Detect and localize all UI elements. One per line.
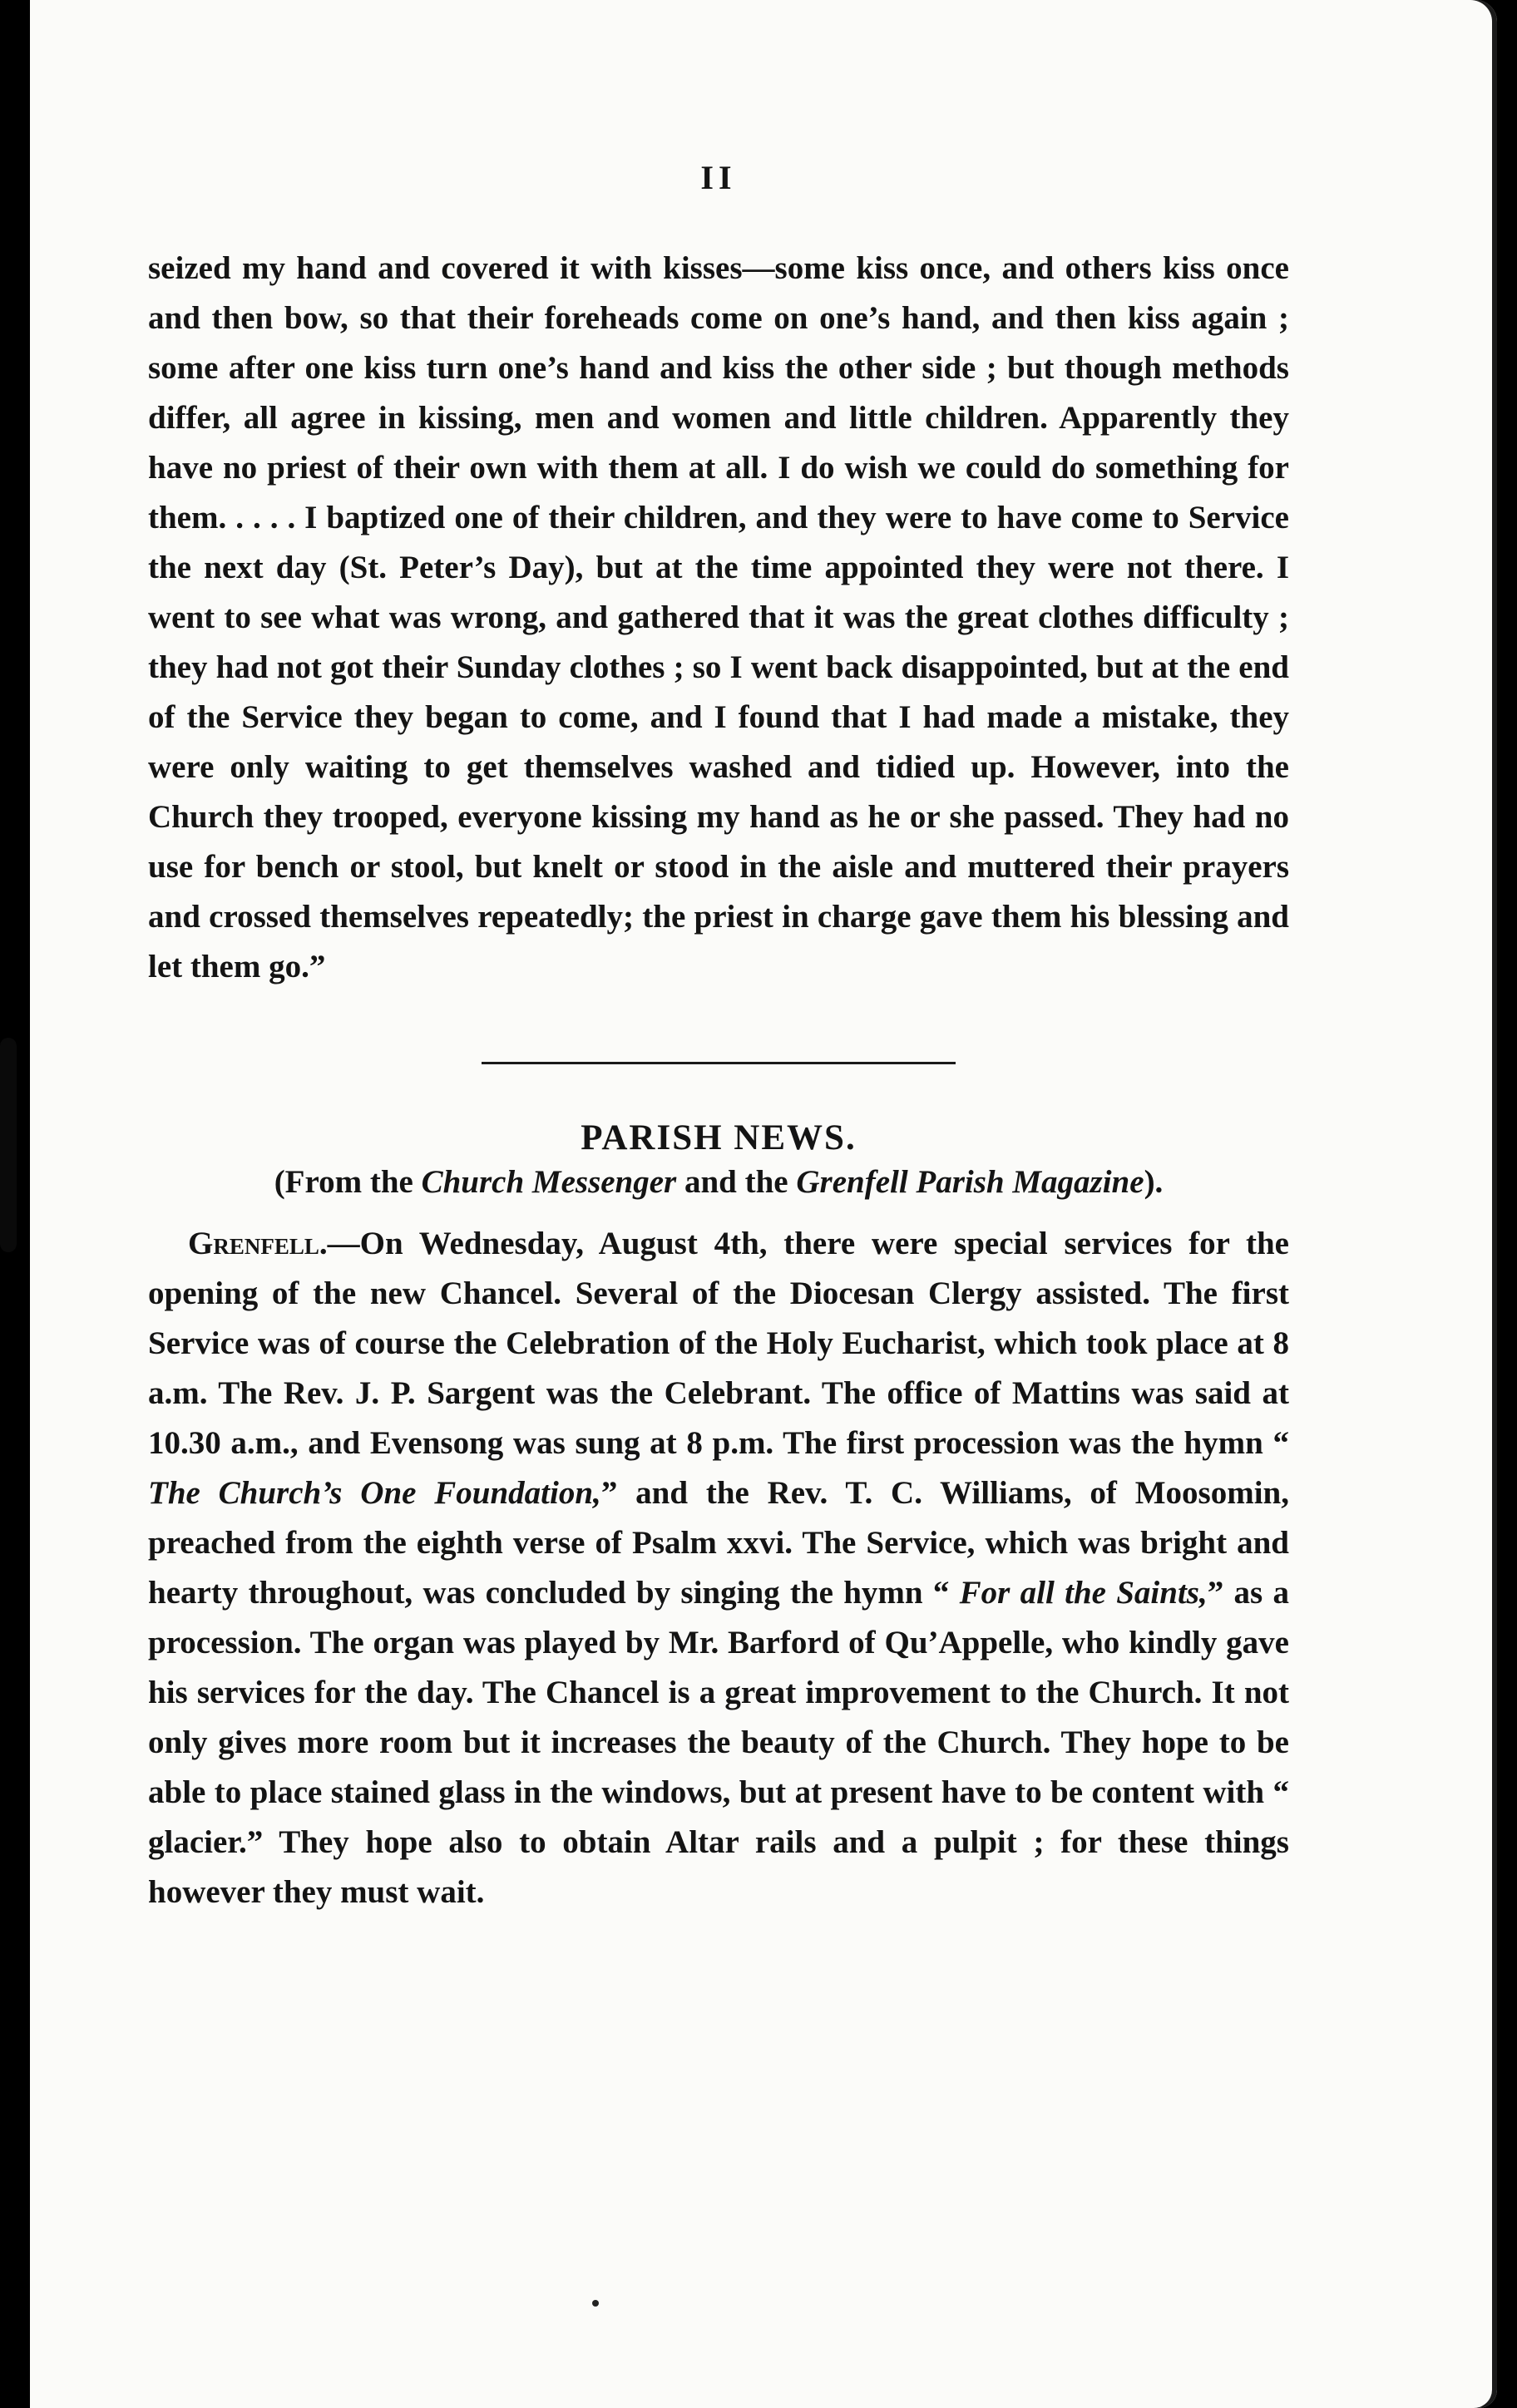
place-name: Grenfell. — [188, 1226, 328, 1261]
page-number: II — [700, 159, 737, 196]
book-page — [30, 0, 1497, 2408]
hymn-title-1: The Church’s One Foundation, — [148, 1475, 601, 1511]
paragraph-text-1: —On Wednesday, August 4th, there were special services for the opening of the new Chancel. Several of the Diocesan Clergy assisted. The first Service was of course the Celebration of the Holy Eucharist, which took place at 8 a.m. The Rev. J. P. Sargent was the Celebrant. The office of Mattins was said at 10.30 a.m., and Evensong was sung at 8 p.m. The first procession was the hymn “ — [148, 1226, 1289, 1461]
parish-news-paragraph — [148, 1219, 1289, 1917]
source-prefix: (From the — [274, 1164, 422, 1200]
hymn-title-2: For all the Saints, — [959, 1575, 1208, 1611]
paragraph-text-3: ” as a procession. The organ was played by Mr. Barford of Qu’Appelle, who kindly gave his services for the day. The Chancel is a great improvement to the Church. It not only gives more room but it increases the beauty of the Church. They hope to be able to place stained glass in the windows, but at present have to be content with “ glacier.” They hope also to obtain Altar rails and a pulpit ; for these things however they must wait. — [148, 1575, 1289, 1910]
binding-mark — [0, 1038, 17, 1252]
source-church-messenger: Church Messenger — [421, 1164, 677, 1200]
source-suffix: ). — [1144, 1164, 1164, 1200]
page-content — [148, 158, 1289, 1917]
section-title: PARISH NEWS. — [581, 1118, 857, 1157]
section-source-line — [148, 1163, 1289, 1201]
section-divider — [482, 1062, 956, 1064]
continued-paragraph: seized my hand and covered it with kisses—some kiss once, and others kiss once and then bow, so that their foreheads come on one’s hand, and then kiss again ; some after one kiss turn one’s hand and kiss the other side ; but though methods differ, all agree in kissing, men and women and little children. Apparently they have no priest of their own with them at all. I do wish we could do something for them. . . . . I baptized one of their children, and they were to have come to Service the next day (St. Peter’s Day), but at the time appointed they were not there. I went to see what was wrong, and gathered that it was the great clothes difficulty ; they had not got their Sunday clothes ; so I went back disappointed, but at the end of the Service they began to come, and I found that I had made a mistake, they were only waiting to get themselves washed and tidied up. However, into the Church they trooped, everyone kissing my hand as he or she passed. They had no use for bench or stool, but knelt or stood in the aisle and muttered their prayers and crossed themselves repeatedly; the priest in charge gave them his blessing and let them go.” — [148, 250, 1289, 984]
ink-speck — [592, 2300, 599, 2307]
paragraph-text-2: ” and the Rev. T. C. Williams, of Moosomin, preached from the eighth verse of Psalm xxvi. The Service, which was bright and hearty throughout, was concluded by singing the hymn “ — [148, 1475, 1289, 1611]
source-parish-magazine: Grenfell Parish Magazine — [796, 1164, 1144, 1200]
source-middle: and the — [676, 1164, 797, 1200]
